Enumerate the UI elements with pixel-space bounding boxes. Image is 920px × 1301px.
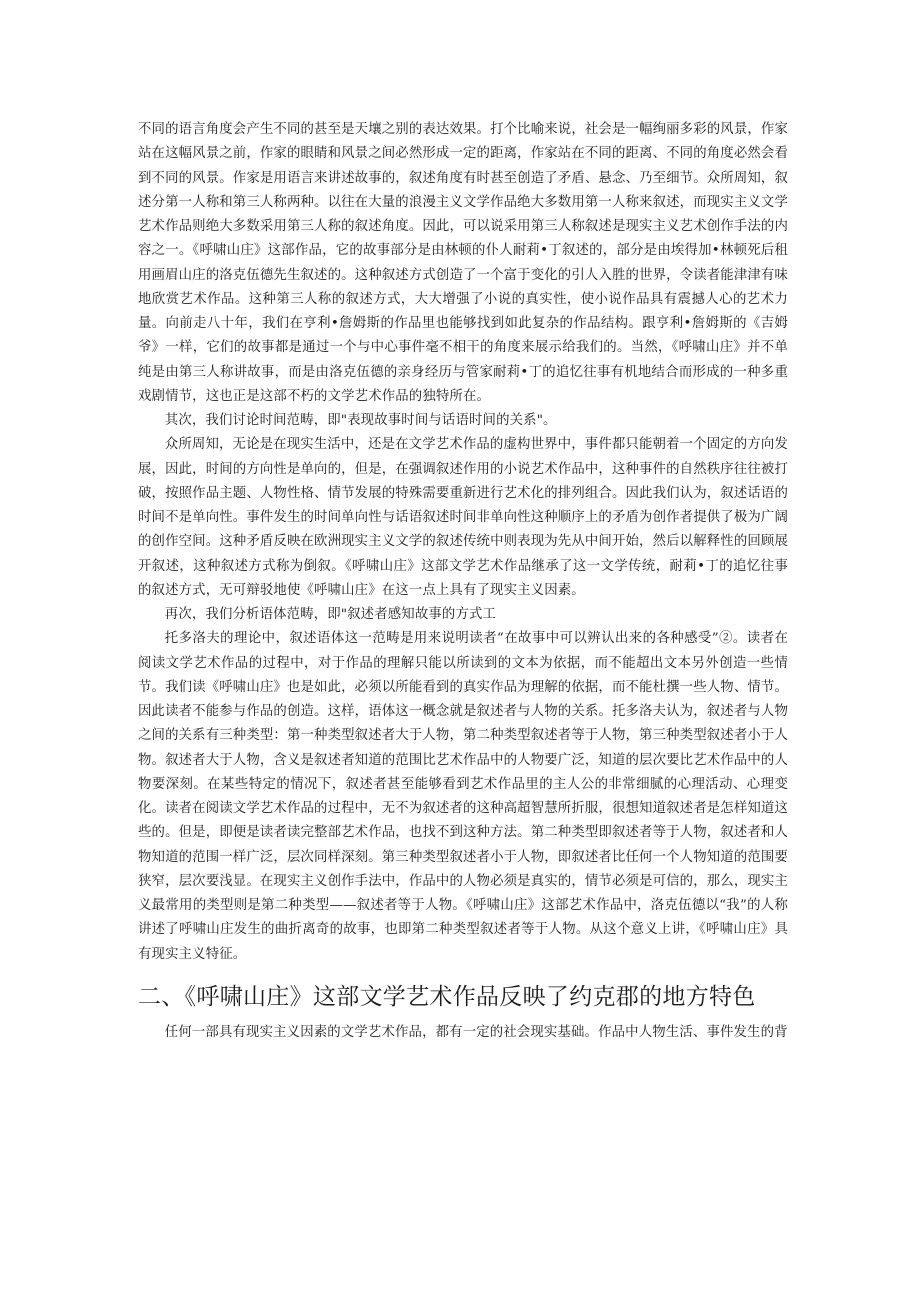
paragraph-time-category: 众所周知，无论是在现实生活中，还是在文学艺术作品的虚构世界中，事件都只能朝着一个固定的方向发展，因此，时间的方向性是单向的，但是，在强调叙述作用的小说艺术作品中，这种事件的自然秩序往往被打破，按照作品主题、人物性格、情节发展的特殊需要重新进行艺术化的排列组合。因此我们认为，叙述话语的时间不是单向性。事件发生的时间单向性与话语叙述时间非单向性这种顺序上的矛盾为创作者提供了极为广阔的创作空间。这种矛盾反映在欧洲现实主义文学的叙述传统中则表现为先从中间开始，然后以解释性的回顾展开叙述，这种叙述方式称为倒叙。《呼啸山庄》这部文学艺术作品继承了这一文学传统，耐莉•丁的追忆往事的叙述方式，无可辩驳地使《呼啸山庄》在这一点上具有了现实主义因素。 [138, 437, 788, 598]
paragraph-style-category: 托多洛夫的理论中，叙述语体这一范畴是用来说明读者“在故事中可以辨认出来的各种感受”②。读者在阅读文学艺术作品的过程中，对于作品的理解只能以所读到的文本为依据，而不能超出文本另外创造一些情节。我们读《呼啸山庄》也是如此，必须以所能看到的真实作品为理解的依据，而不能杜撰一些人物、情节。因此读者不能参与作品的创造。这样，语体这一概念就是叙述者与人物的关系。托多洛夫认为，叙述者与人物之间的关系有三种类型：第一种类型叙述者大于人物，第二种类型叙述者等于人物，第三种类型叙述者小于人物。叙述者大于人物，含义是叙述者知道的范围比艺术作品中的人物要广泛，知道的层次要比艺术作品中的人物要深刻。在某些特定的情况下，叙述者甚至能够看到艺术作品里的主人公的非常细腻的心理活动、心理变化。读者在阅读文学艺术作品的过程中，无不为叙述者的这种高超智慧所折服，很想知道叙述者是怎样知道这些的。但是，即便是读者读完整部艺术作品，也找不到这种方法。第二种类型即叙述者等于人物，叙述者和人物知道的范围一样广泛，层次同样深刻。第三种类型叙述者小于人物，即叙述者比任何一个人物知道的范围要狭窄，层次要浅显。在现实主义创作手法中，作品中的人物必须是真实的，情节必须是可信的，那么，现实主义最常用的类型则是第二种类型——叙述者等于人物。《呼啸山庄》这部艺术作品中，洛克伍德以“我”的人称讲述了呼啸山庄发生的曲折离奇的故事，也即第二种类型叙述者等于人物。从这个意义上讲，《呼啸山庄》具有现实主义特征。 [138, 631, 788, 962]
paragraph-narrative-perspective: 不同的语言角度会产生不同的甚至是天壤之别的表达效果。打个比喻来说，社会是一幅绚丽多彩的风景，作家站在这幅风景之前，作家的眼睛和风景之间必然形成一定的距离，作家站在不同的距离、不同的角度必然会看到不同的风景。作家是用语言来讲述故事的，叙述角度有时甚至创造了矛盾、悬念、乃至细节。众所周知，叙述分第一人称和第三人称两种。以往在大量的浪漫主义文学作品绝大多数用第一人称来叙述，而现实主义文学艺术作品则绝大多数采用第三人称的叙述角度。因此，可以说采用第三人称叙述是现实主义艺术创作手法的内容之一。《呼啸山庄》这部作品，它的故事部分是由林顿的仆人耐莉•丁叙述的，部分是由埃得加•林顿死后租用画眉山庄的洛克伍德先生叙述的。这种叙述方式创造了一个富于变化的引人入胜的世界，令读者能津津有味地欣赏艺术作品。这种第三人称的叙述方式，大大增强了小说的真实性，使小说作品具有震撼人心的艺术力量。向前走八十年，我们在亨利•詹姆斯的作品里也能够找到如此复杂的作品结构。跟亨利•詹姆斯的《吉姆爷》一样，它们的故事都是通过一个与中心事件毫不相干的角度来展示给我们的。当然，《呼啸山庄》并不单纯是由第三人称讲故事，而是由洛克伍德的亲身经历与管家耐莉•丁的追忆往事有机地结合而形成的一种多重戏剧情节，这也正是这部不朽的文学艺术作品的独特所在。 [138, 122, 788, 404]
paragraph-style-category-intro: 再次，我们分析语体范畴，即"叙述者感知故事的方式工 [164, 607, 497, 622]
document-page [138, 118, 788, 1045]
paragraph-time-category-intro: 其次，我们讨论时间范畴，即"表现故事时间与话语时间的关系"。 [164, 413, 557, 428]
paragraph-social-reality: 任何一部具有现实主义因素的文学艺术作品，都有一定的社会现实基础。作品中人物生活、事件发生的背 [164, 1024, 788, 1040]
section-heading: 二、《呼啸山庄》这部文学艺术作品反映了约克郡的地方特色 [138, 983, 756, 1010]
